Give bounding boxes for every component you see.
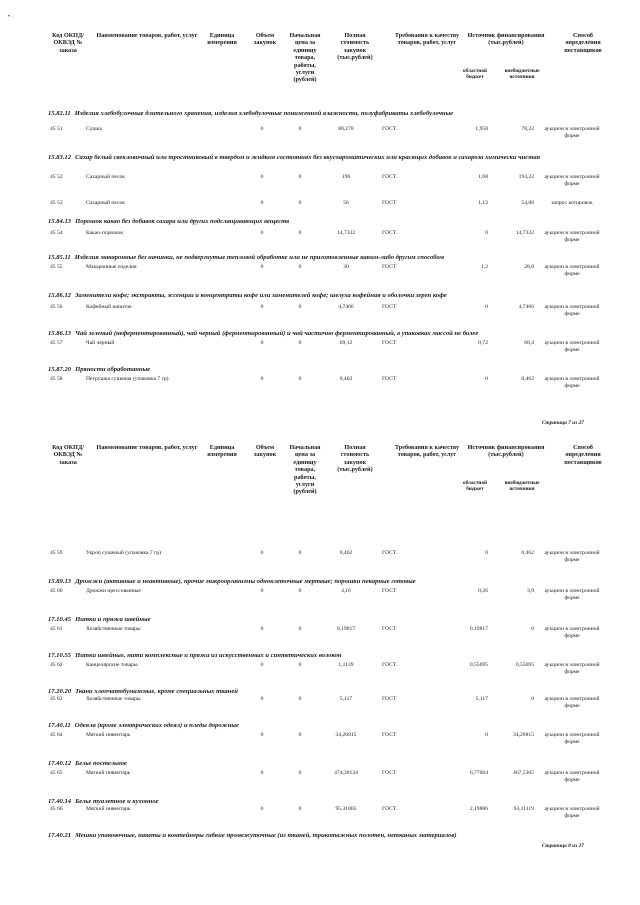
row-regional-budget: 1,68 xyxy=(478,174,488,180)
page-number: Страница 8 из 27 xyxy=(541,843,584,849)
row-regional-budget: 0 xyxy=(485,376,488,382)
row-extrabudget: 3,9 xyxy=(527,588,534,594)
row-method: аукцион в электронной форме xyxy=(544,174,600,187)
row-price: 0 xyxy=(298,304,302,310)
row-extrabudget: 78,32 xyxy=(521,126,534,132)
row-code: 45 64 xyxy=(50,732,63,738)
row-regional-budget: 1,2 xyxy=(481,264,488,270)
row-requirement: ГОСТ xyxy=(382,376,397,382)
row-regional-budget: 0,26 xyxy=(478,588,488,594)
table-row xyxy=(0,662,640,688)
row-requirement: ГОСТ xyxy=(382,662,397,668)
row-name: Макаронные изделия xyxy=(86,264,137,270)
row-price: 0 xyxy=(298,696,302,702)
row-volume: 0 xyxy=(260,626,264,632)
row-price: 0 xyxy=(298,126,302,132)
row-total: 95,31005 xyxy=(335,806,357,812)
row-regional-budget: 0 xyxy=(485,230,488,236)
row-code: 45 57 xyxy=(50,340,63,346)
group-code: 15.83.12 xyxy=(48,154,72,161)
row-requirement: ГОСТ xyxy=(382,550,397,556)
row-name: Хозяйственные товары xyxy=(86,626,141,632)
group-code: 17.20.20 xyxy=(48,688,72,695)
table-row xyxy=(0,588,640,614)
row-volume: 0 xyxy=(260,806,264,812)
row-regional-budget: 1,12 xyxy=(478,200,488,206)
row-method: аукцион в электронной форме xyxy=(544,696,600,709)
row-requirement: ГОСТ xyxy=(382,200,397,206)
row-price: 0 xyxy=(298,770,302,776)
col-total-header: Полная стоимость закупок (тыс.рублей) xyxy=(337,32,373,62)
row-price: 0 xyxy=(298,550,302,556)
row-requirement: ГОСТ xyxy=(382,126,397,132)
group-heading xyxy=(48,330,568,338)
row-regional-budget: 0,72 xyxy=(478,340,488,346)
group-code: 15.85.11 xyxy=(48,254,71,261)
row-volume: 0 xyxy=(260,588,264,594)
row-total: 0,19817 xyxy=(336,626,356,632)
group-title: Изделия макаронные без начинки, не подвергнутые тепловой обработке или не приготовленные каким-либо другим способом xyxy=(74,254,445,261)
group-heading xyxy=(48,760,568,768)
row-regional-budget: 0,19817 xyxy=(469,626,488,632)
col-source-header: Источник финансирования (тыс.рублей) xyxy=(467,32,545,47)
row-extrabudget: 28,8 xyxy=(524,264,534,270)
row-price: 0 xyxy=(298,340,302,346)
row-volume: 0 xyxy=(260,264,264,270)
row-requirement: ГОСТ xyxy=(382,806,397,812)
group-title: Чай зеленый (неферментированный), чай черный (ферментированный) и чай частично ферментированный, в упаковках массой не более xyxy=(75,330,479,337)
group-code: 15.89.13 xyxy=(48,578,72,585)
row-requirement: ГОСТ xyxy=(382,588,397,594)
col-code-header: Код ОКПД/ ОКВЭД № заказа xyxy=(52,32,84,54)
row-code: 45 62 xyxy=(50,662,63,668)
group-heading xyxy=(48,366,568,374)
col-code-header: Код ОКПД/ ОКВЭД № заказа xyxy=(52,444,84,466)
row-method: аукцион в электронной форме xyxy=(544,376,600,389)
row-method: аукцион в электронной форме xyxy=(544,770,600,783)
row-volume: 0 xyxy=(260,200,264,206)
group-heading xyxy=(48,578,568,586)
group-title: Нитки швейные, нити комплексные и пряжа из искусственных и синтетических волокон xyxy=(75,652,342,659)
row-name: Чай черный xyxy=(86,340,115,346)
row-total: 56 xyxy=(343,200,349,206)
row-code: 45 55 xyxy=(50,264,63,270)
group-heading xyxy=(48,832,568,840)
row-method: запрос котировок xyxy=(551,200,593,206)
row-name: Канцелярские товары xyxy=(86,662,138,668)
row-price: 0 xyxy=(298,806,302,812)
row-code: 45 63 xyxy=(50,696,63,702)
group-heading xyxy=(48,154,568,162)
col-source-reg-header: областной бюджет xyxy=(463,68,487,80)
group-heading xyxy=(48,292,568,300)
row-volume: 0 xyxy=(260,230,264,236)
group-heading xyxy=(48,254,568,262)
row-total: 4,16 xyxy=(341,588,351,594)
row-method: аукцион в электронной форме xyxy=(544,732,600,745)
row-code: 45 56 xyxy=(50,304,63,310)
row-total: 0,462 xyxy=(339,550,353,556)
row-requirement: ГОСТ xyxy=(382,230,397,236)
row-method: аукцион в электронной форме xyxy=(544,588,600,601)
row-method: аукцион в электронной форме xyxy=(544,550,600,563)
row-total: 34,26815 xyxy=(335,732,357,738)
row-volume: 0 xyxy=(260,304,264,310)
row-price: 0 xyxy=(298,264,302,270)
group-title: Одеяла (кроме электрических одеял) и пледы дорожные xyxy=(74,722,239,729)
group-code: 15.82.11 xyxy=(48,110,71,117)
row-volume: 0 xyxy=(260,550,264,556)
row-total: 30 xyxy=(343,264,349,270)
row-extrabudget: 0 xyxy=(531,696,534,702)
row-price: 0 xyxy=(298,200,302,206)
row-total: 1,1139 xyxy=(338,662,354,668)
row-volume: 0 xyxy=(260,662,264,668)
row-code: 45 61 xyxy=(50,626,63,632)
page-7 xyxy=(0,0,640,430)
row-extrabudget: 34,26815 xyxy=(513,732,534,738)
row-total: 196 xyxy=(341,174,351,180)
col-req-header: Требования к качеству товаров, работ, услуг xyxy=(394,32,460,47)
row-name: Хозяйственные товары xyxy=(86,696,141,702)
row-volume: 0 xyxy=(260,376,264,382)
group-title: Ткани хлопчатобумажные, кроме специальных тканей xyxy=(75,688,238,695)
table-row xyxy=(0,174,640,200)
group-code: 17.40.12 xyxy=(48,760,72,767)
table-row xyxy=(0,230,640,256)
row-regional-budget: 0 xyxy=(485,550,488,556)
col-name-header: Наименование товаров, работ, услуг xyxy=(96,444,198,451)
row-price: 0 xyxy=(298,626,302,632)
row-name: Кофейный напиток xyxy=(86,304,132,310)
page-number: Страница 7 из 27 xyxy=(541,420,584,426)
row-extrabudget: 68,4 xyxy=(524,340,534,346)
group-heading xyxy=(48,722,568,730)
row-regional-budget: 0 xyxy=(485,304,488,310)
group-code: 15.86.13 xyxy=(48,330,72,337)
row-total: 14,7332 xyxy=(336,230,356,236)
group-heading xyxy=(48,616,568,624)
row-name: Сахарный песок xyxy=(86,200,125,206)
col-total-header: Полная стоимость закупок (тыс.рублей) xyxy=(337,444,373,474)
table-row xyxy=(0,550,640,576)
table-row xyxy=(0,626,640,652)
col-volume-header: Объем закупок xyxy=(253,444,277,459)
col-source-header: Источник финансирования (тыс.рублей) xyxy=(467,444,545,459)
table-row xyxy=(0,264,640,290)
group-title: Порошок какао без добавок сахара или других подслащивающих веществ xyxy=(75,218,290,225)
row-price: 0 xyxy=(298,376,302,382)
row-volume: 0 xyxy=(260,696,264,702)
row-total: 4,7466 xyxy=(338,304,354,310)
group-title: Дрожжи (активные и неактивные), прочие микроорганизмы одноклеточные мертвые; порошки пекарные готовые xyxy=(75,578,416,585)
row-volume: 0 xyxy=(260,174,264,180)
col-method-header: Способ определения поставщиков xyxy=(564,444,602,466)
row-name: Мягкий инвентарь xyxy=(86,770,131,776)
row-price: 0 xyxy=(298,174,302,180)
table-row xyxy=(0,696,640,722)
row-name: Дрожжи прессованные xyxy=(86,588,141,594)
row-name: Мягкий инвентарь xyxy=(86,732,131,738)
group-heading xyxy=(48,688,568,696)
col-price-header: Начальная цена за единицу товара, работы, услуги (рублей) xyxy=(289,32,321,84)
col-req-header: Требования к качеству товаров, работ, услуг xyxy=(394,444,460,459)
scan-mark: • · xyxy=(8,14,14,20)
row-requirement: ГОСТ xyxy=(382,264,397,270)
group-code: 17.40.11 xyxy=(48,722,71,729)
col-source-ext-header: внебюджетные источники xyxy=(504,480,540,492)
row-name: Укроп сушеный (упаковка 7 гр) xyxy=(86,550,161,556)
row-code: 45 54 xyxy=(50,230,63,236)
table-row xyxy=(0,340,640,366)
row-requirement: ГОСТ xyxy=(382,340,397,346)
row-name: Петрушка сушеная (упаковка 7 гр) xyxy=(86,376,169,382)
row-requirement: ГОСТ xyxy=(382,696,397,702)
table-row xyxy=(0,376,640,402)
row-code: 45 53 xyxy=(50,200,63,206)
row-name: Сушка xyxy=(86,126,102,132)
row-price: 0 xyxy=(298,662,302,668)
row-method: аукцион в электронной форме xyxy=(544,264,600,277)
row-name: Сахарный песок xyxy=(86,174,125,180)
table-row xyxy=(0,126,640,152)
row-extrabudget: 93,11119 xyxy=(513,806,534,812)
row-name: Мягкий инвентарь xyxy=(86,806,131,812)
group-title: Нитки и пряжа швейные xyxy=(75,616,151,623)
row-extrabudget: 14,7332 xyxy=(515,230,534,236)
group-title: Пряности обработанные xyxy=(75,366,151,373)
row-requirement: ГОСТ xyxy=(382,174,397,180)
row-extrabudget: 54,88 xyxy=(521,200,534,206)
group-title: Сахар белый свекловичный или тростниковый в твердом и жидком состояниях без вкусоароматических или красящих добавок и сахароза химически чистая xyxy=(75,154,541,161)
group-code: 15.84.13 xyxy=(48,218,72,225)
group-heading xyxy=(48,218,568,226)
table-row xyxy=(0,304,640,330)
row-total: 5,117 xyxy=(339,696,353,702)
row-method: аукцион в электронной форме xyxy=(544,126,600,139)
col-unit-header: Единица измерения xyxy=(207,32,237,47)
page-8 xyxy=(0,440,640,905)
row-regional-budget: 0,55695 xyxy=(469,662,488,668)
group-code: 17.40.21 xyxy=(48,832,72,839)
col-volume-header: Объем закупок xyxy=(253,32,277,47)
group-title: Мешки упаковочные, пакеты и контейнеры гибкие промежуточные (из тканей, трикотажных полотен, нетканых материалов) xyxy=(75,832,457,839)
row-total: 0,462 xyxy=(339,376,353,382)
table-row xyxy=(0,806,640,832)
row-code: 45 59 xyxy=(50,550,63,556)
col-unit-header: Единица измерения xyxy=(207,444,237,459)
row-code: 45 65 xyxy=(50,770,63,776)
col-name-header: Наименование товаров, работ, услуг xyxy=(96,32,198,39)
col-source-reg-header: областной бюджет xyxy=(463,480,487,492)
row-volume: 0 xyxy=(260,126,264,132)
row-total: 474,30134 xyxy=(334,770,358,776)
group-title: Заменители кофе; экстракты, эссенции и концентраты кофе или заменителей кофе; шелуха кофейная и оболочки зерен кофе xyxy=(75,292,447,299)
row-code: 45 58 xyxy=(50,376,63,382)
row-regional-budget: 2,19886 xyxy=(469,806,488,812)
row-total: 80,278 xyxy=(338,126,354,132)
row-extrabudget: 4,7466 xyxy=(518,304,534,310)
row-code: 45 60 xyxy=(50,588,63,594)
row-volume: 0 xyxy=(260,770,264,776)
row-regional-budget: 6,77064 xyxy=(469,770,488,776)
row-method: аукцион в электронной форме xyxy=(544,662,600,675)
group-heading xyxy=(48,110,568,118)
row-name: Какао-порошок xyxy=(86,230,124,236)
row-extrabudget: 467,5305 xyxy=(513,770,534,776)
row-price: 0 xyxy=(298,732,302,738)
row-extrabudget: 194,32 xyxy=(518,174,534,180)
group-code: 15.86.12 xyxy=(48,292,72,299)
row-total: 69,12 xyxy=(339,340,353,346)
row-volume: 0 xyxy=(260,340,264,346)
group-heading xyxy=(48,798,568,806)
col-source-ext-header: внебюджетные источники xyxy=(504,68,540,80)
row-price: 0 xyxy=(298,230,302,236)
group-code: 17.10.55 xyxy=(48,652,72,659)
row-regional-budget: 5,117 xyxy=(475,696,488,702)
row-requirement: ГОСТ xyxy=(382,732,397,738)
row-extrabudget: 0,55695 xyxy=(515,662,534,668)
row-regional-budget: 1,958 xyxy=(475,126,488,132)
group-code: 17.40.14 xyxy=(48,798,72,805)
group-code: 17.10.45 xyxy=(48,616,72,623)
row-extrabudget: 0,462 xyxy=(521,550,534,556)
row-requirement: ГОСТ xyxy=(382,626,397,632)
col-price-header: Начальная цена за единицу товара, работы, услуги (рублей) xyxy=(289,444,321,496)
table-row xyxy=(0,732,640,758)
row-volume: 0 xyxy=(260,732,264,738)
row-extrabudget: 0 xyxy=(531,626,534,632)
row-requirement: ГОСТ xyxy=(382,304,397,310)
row-method: аукцион в электронной форме xyxy=(544,230,600,243)
row-code: 45 52 xyxy=(50,174,63,180)
group-code: 15.87.20 xyxy=(48,366,72,373)
row-method: аукцион в электронной форме xyxy=(544,304,600,317)
row-extrabudget: 0,462 xyxy=(521,376,534,382)
group-title: Белье постельное xyxy=(75,760,127,767)
group-title: Изделия хлебобулочные длительного хранения, изделия хлебобулочные пониженной влажности, полуфабрикаты хлебобулочные xyxy=(74,110,454,117)
col-method-header: Способ определения поставщиков xyxy=(564,32,602,54)
row-regional-budget: 0 xyxy=(485,732,488,738)
row-code: 45 51 xyxy=(50,126,63,132)
group-title: Белье туалетное и кухонное xyxy=(75,798,159,805)
row-method: аукцион в электронной форме xyxy=(544,806,600,819)
row-price: 0 xyxy=(298,588,302,594)
table-row xyxy=(0,770,640,796)
row-method: аукцион в электронной форме xyxy=(544,626,600,639)
row-code: 45 66 xyxy=(50,806,63,812)
group-heading xyxy=(48,652,568,660)
row-requirement: ГОСТ xyxy=(382,770,397,776)
row-method: аукцион в электронной форме xyxy=(544,340,600,353)
